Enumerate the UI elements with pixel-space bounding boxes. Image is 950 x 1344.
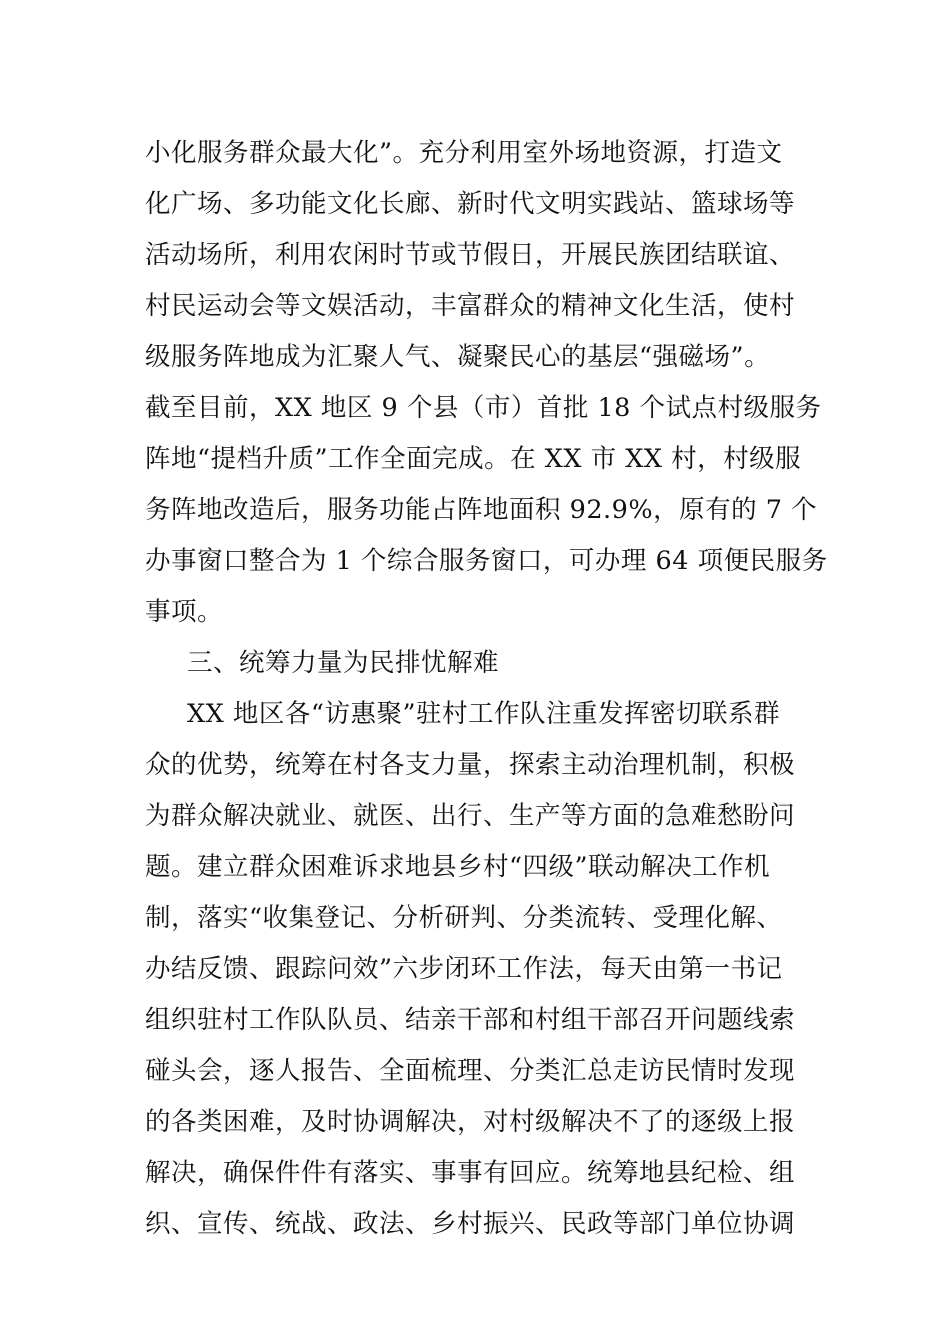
paragraph-2-line: 为群众解决就业、就医、出行、生产等方面的急难愁盼问 xyxy=(145,801,796,831)
paragraph-2-line: 织、宣传、统战、政法、乡村振兴、民政等部门单位协调 xyxy=(145,1209,796,1239)
section-heading: 三、统筹力量为民排忧解难 xyxy=(187,648,500,678)
paragraph-2-line: 制，落实“收集登记、分析研判、分类流转、受理化解、 xyxy=(145,903,783,933)
paragraph-2-line: 众的优势，统筹在村各支力量，探索主动治理机制，积极 xyxy=(145,750,796,780)
paragraph-2 xyxy=(145,689,810,1250)
paragraph-1-line: 务阵地改造后，服务功能占阵地面积 92.9%，原有的 7 个 xyxy=(145,495,818,525)
document-body xyxy=(145,128,828,1250)
paragraph-2-line: 解决，确保件件有落实、事事有回应。统筹地县纪检、组 xyxy=(145,1158,796,1188)
paragraph-2-line: 的各类困难，及时协调解决，对村级解决不了的逐级上报 xyxy=(145,1107,796,1137)
paragraph-1-line: 事项。 xyxy=(145,597,224,627)
paragraph-1-line: 小化服务群众最大化”。充分利用室外场地资源，打造文 xyxy=(145,138,783,168)
paragraph-1 xyxy=(145,128,828,638)
paragraph-2-line: 办结反馈、跟踪问效”六步闭环工作法，每天由第一书记 xyxy=(145,954,783,984)
paragraph-1-line: 活动场所，利用农闲时节或节假日，开展民族团结联谊、 xyxy=(145,240,796,270)
paragraph-2-line: XX 地区各“访惠聚”驻村工作队注重发挥密切联系群 xyxy=(187,699,780,729)
paragraph-1-line: 化广场、多功能文化长廊、新时代文明实践站、篮球场等 xyxy=(145,189,796,219)
paragraph-2-line: 题。建立群众困难诉求地县乡村“四级”联动解决工作机 xyxy=(145,852,771,882)
paragraph-2-line: 组织驻村工作队队员、结亲干部和村组干部召开问题线索 xyxy=(145,1005,796,1035)
paragraph-1-line: 办事窗口整合为 1 个综合服务窗口，可办理 64 项便民服务 xyxy=(145,546,828,576)
paragraph-2-line: 碰头会，逐人报告、全面梳理、分类汇总走访民情时发现 xyxy=(145,1056,796,1086)
paragraph-1-line: 截至目前，XX 地区 9 个县（市）首批 18 个试点村级服务 xyxy=(145,393,822,423)
paragraph-1-line: 级服务阵地成为汇聚人气、凝聚民心的基层“强磁场”。 xyxy=(145,342,771,372)
paragraph-1-line: 村民运动会等文娱活动，丰富群众的精神文化生活，使村 xyxy=(145,291,796,321)
paragraph-1-line: 阵地“提档升质”工作全面完成。在 XX 市 XX 村，村级服 xyxy=(145,444,802,474)
